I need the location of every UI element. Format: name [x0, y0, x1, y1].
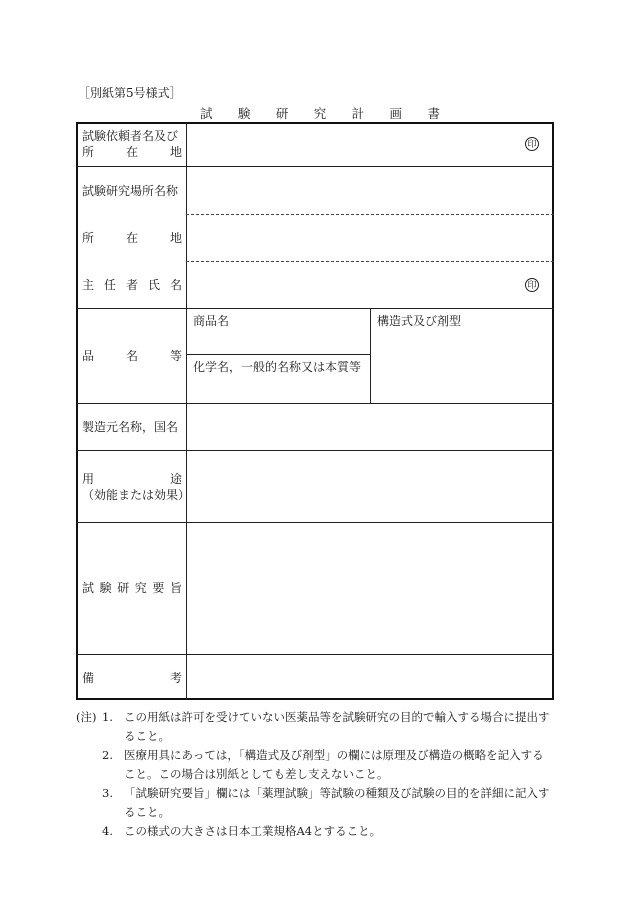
usage-field[interactable]	[188, 452, 552, 521]
title-char: 画	[389, 106, 403, 121]
note-text: この用紙は許可を受けていない医薬品等を試験研究の目的で輸入する場合に提出す	[124, 710, 550, 724]
summary-label	[82, 580, 182, 596]
site-address-label	[82, 230, 182, 246]
row-divider-dashed	[186, 214, 554, 215]
site-name-field[interactable]	[188, 168, 552, 213]
label-char: 主	[82, 278, 95, 292]
note-item	[76, 746, 556, 784]
label-char: 名	[169, 278, 182, 292]
seal-mark-icon: 印	[525, 137, 539, 151]
label-char: 者	[125, 278, 138, 292]
remarks-label	[82, 670, 182, 686]
label-char: 途	[169, 472, 182, 486]
title-char: 書	[427, 106, 440, 121]
site-address-field[interactable]	[188, 216, 552, 260]
note-item	[76, 708, 556, 746]
note-item	[76, 822, 556, 841]
label-char: 試	[82, 581, 95, 595]
note-text-cont: ること。	[124, 729, 170, 743]
label-char: 在	[125, 231, 138, 245]
trade-name-field[interactable]	[188, 328, 368, 353]
label-char: 究	[134, 581, 147, 595]
row-divider	[76, 308, 554, 309]
usage-label-line2: （効能または効果）	[82, 488, 191, 502]
label-char: 所	[82, 231, 95, 245]
note-text: 医療用具にあっては，「構造式及び剤型」の欄には原理及び構造の概略を記入する	[124, 748, 544, 762]
usage-label	[82, 471, 191, 503]
label-char: 験	[99, 581, 112, 595]
note-number: 4.	[102, 824, 113, 838]
title-char: 験	[237, 106, 251, 121]
row-divider	[76, 403, 554, 404]
label-char: 名	[125, 349, 138, 363]
note-number: 1.	[102, 710, 113, 724]
note-text: この様式の大きさは日本工業規格A4とすること。	[124, 824, 382, 838]
label-char: 地	[169, 231, 182, 245]
product-subdivider-h	[186, 354, 370, 355]
product-label	[82, 348, 182, 364]
title-char: 研	[275, 106, 289, 121]
note-text: 「試験研究要旨」欄には「薬理試験」等試験の種類及び試験の目的を詳細に記入す	[124, 786, 550, 800]
trade-name-label: 商品名	[193, 314, 230, 328]
label-char: 考	[169, 671, 182, 685]
label-char: 等	[169, 349, 182, 363]
product-subdivider	[370, 308, 371, 403]
structure-form-label: 構造式及び剤型	[377, 314, 462, 328]
requester-field[interactable]	[188, 124, 552, 165]
note-number: 2.	[102, 748, 113, 762]
row-divider	[76, 166, 554, 167]
label-char: 氏	[147, 278, 160, 292]
row-divider	[76, 654, 554, 655]
label-char: 地	[169, 145, 182, 159]
manager-field[interactable]	[188, 263, 552, 307]
label-char: 旨	[169, 581, 182, 595]
usage-label-line1	[82, 471, 182, 487]
site-name-label: 試験研究場所名称	[82, 184, 179, 198]
seal-mark-icon: 印	[525, 278, 539, 292]
requester-label	[82, 128, 182, 160]
notes-prefix: (注)	[76, 710, 97, 724]
chemical-name-label: 化学名，一般的名称又は本質等	[193, 360, 362, 374]
requester-label-line1: 試験依頼者名及び	[82, 129, 179, 143]
title-char: 計	[351, 106, 365, 121]
manufacturer-label: 製造元名称，国名	[82, 420, 179, 434]
structure-form-field[interactable]	[372, 328, 552, 402]
requester-label-line2	[82, 144, 182, 160]
label-char: 品	[82, 349, 95, 363]
note-number: 3.	[102, 786, 113, 800]
form-number: ［別紙第5号様式］	[78, 86, 182, 100]
label-char: 備	[82, 671, 95, 685]
label-column-divider	[186, 122, 187, 700]
row-divider-dashed	[186, 261, 554, 262]
manager-label	[82, 277, 182, 293]
notes-section	[76, 708, 556, 841]
chemical-name-field[interactable]	[188, 374, 368, 402]
label-char: 用	[82, 472, 95, 486]
label-char: 在	[125, 145, 138, 159]
note-text-cont: こと。この場合は別紙としても差し支えないこと。	[124, 767, 389, 781]
title-char: 試	[200, 106, 213, 121]
row-divider	[76, 522, 554, 523]
label-char: 要	[152, 581, 165, 595]
title-char: 究	[313, 106, 327, 121]
form-title	[200, 104, 440, 122]
manufacturer-field[interactable]	[188, 405, 552, 449]
label-char: 研	[117, 581, 130, 595]
note-text-cont: ること。	[124, 805, 170, 819]
label-char: 任	[103, 278, 116, 292]
label-char: 所	[82, 145, 95, 159]
summary-field[interactable]	[188, 524, 552, 653]
note-item	[76, 784, 556, 822]
remarks-field[interactable]	[188, 656, 552, 698]
row-divider	[76, 450, 554, 451]
